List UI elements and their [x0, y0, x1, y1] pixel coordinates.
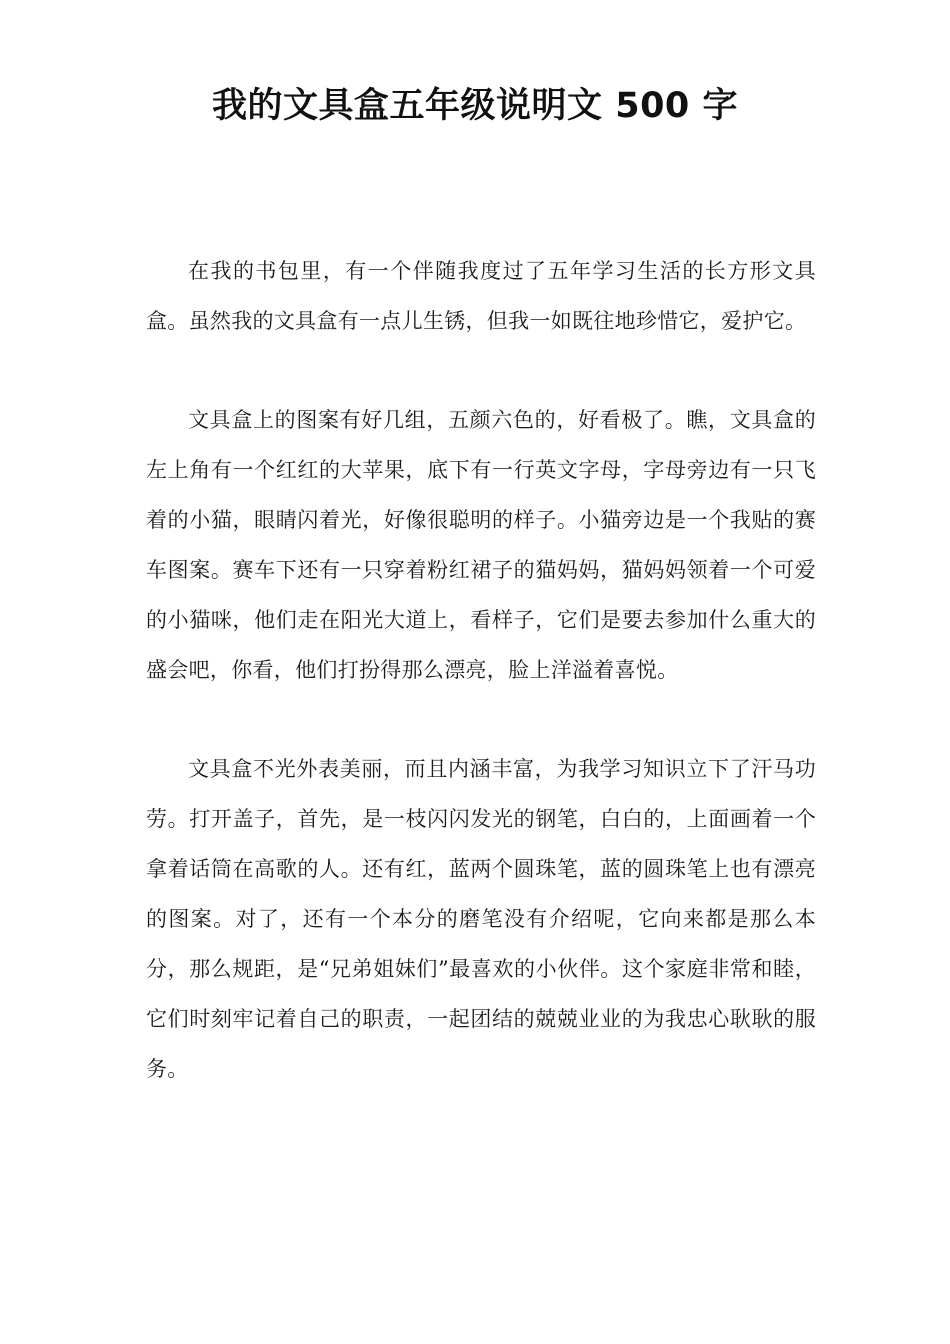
document-title: 我的文具盒五年级说明文 500 字: [212, 86, 738, 126]
document-body: [146, 246, 816, 1143]
paragraph-3: 文具盒不光外表美丽，而且内涵丰富，为我学习知识立下了汗马功劳。打开盖子，首先，是一枝闪闪发光的钢笔，白白的，上面画着一个拿着话筒在高歌的人。还有红，蓝两个圆珠笔，蓝的圆珠笔上也有漂亮的图案。对了，还有一个本分的磨笔没有介绍呢，它向来都是那么本分，那么规距，是“兄弟姐妹们”最喜欢的小伙伴。这个家庭非常和睦，它们时刻牢记着自己的职责，一起团结的兢兢业业的为我忠心耿耿的服务。: [146, 757, 816, 1081]
paragraph-2: 文具盒上的图案有好几组，五颜六色的，好看极了。瞧，文具盒的左上角有一个红红的大苹果，底下有一行英文字母，字母旁边有一只飞着的小猫，眼睛闪着光，好像很聪明的样子。小猫旁边是一个我贴的赛车图案。赛车下还有一只穿着粉红裙子的猫妈妈，猫妈妈领着一个可爱的小猫咪，他们走在阳光大道上，看样子，它们是要去参加什么重大的盛会吧，你看，他们打扮得那么漂亮，脸上洋溢着喜悦。: [146, 408, 816, 682]
paragraph-1: 在我的书包里，有一个伴随我度过了五年学习生活的长方形文具盒。虽然我的文具盒有一点儿生锈，但我一如既往地珍惜它，爱护它。: [146, 259, 816, 333]
